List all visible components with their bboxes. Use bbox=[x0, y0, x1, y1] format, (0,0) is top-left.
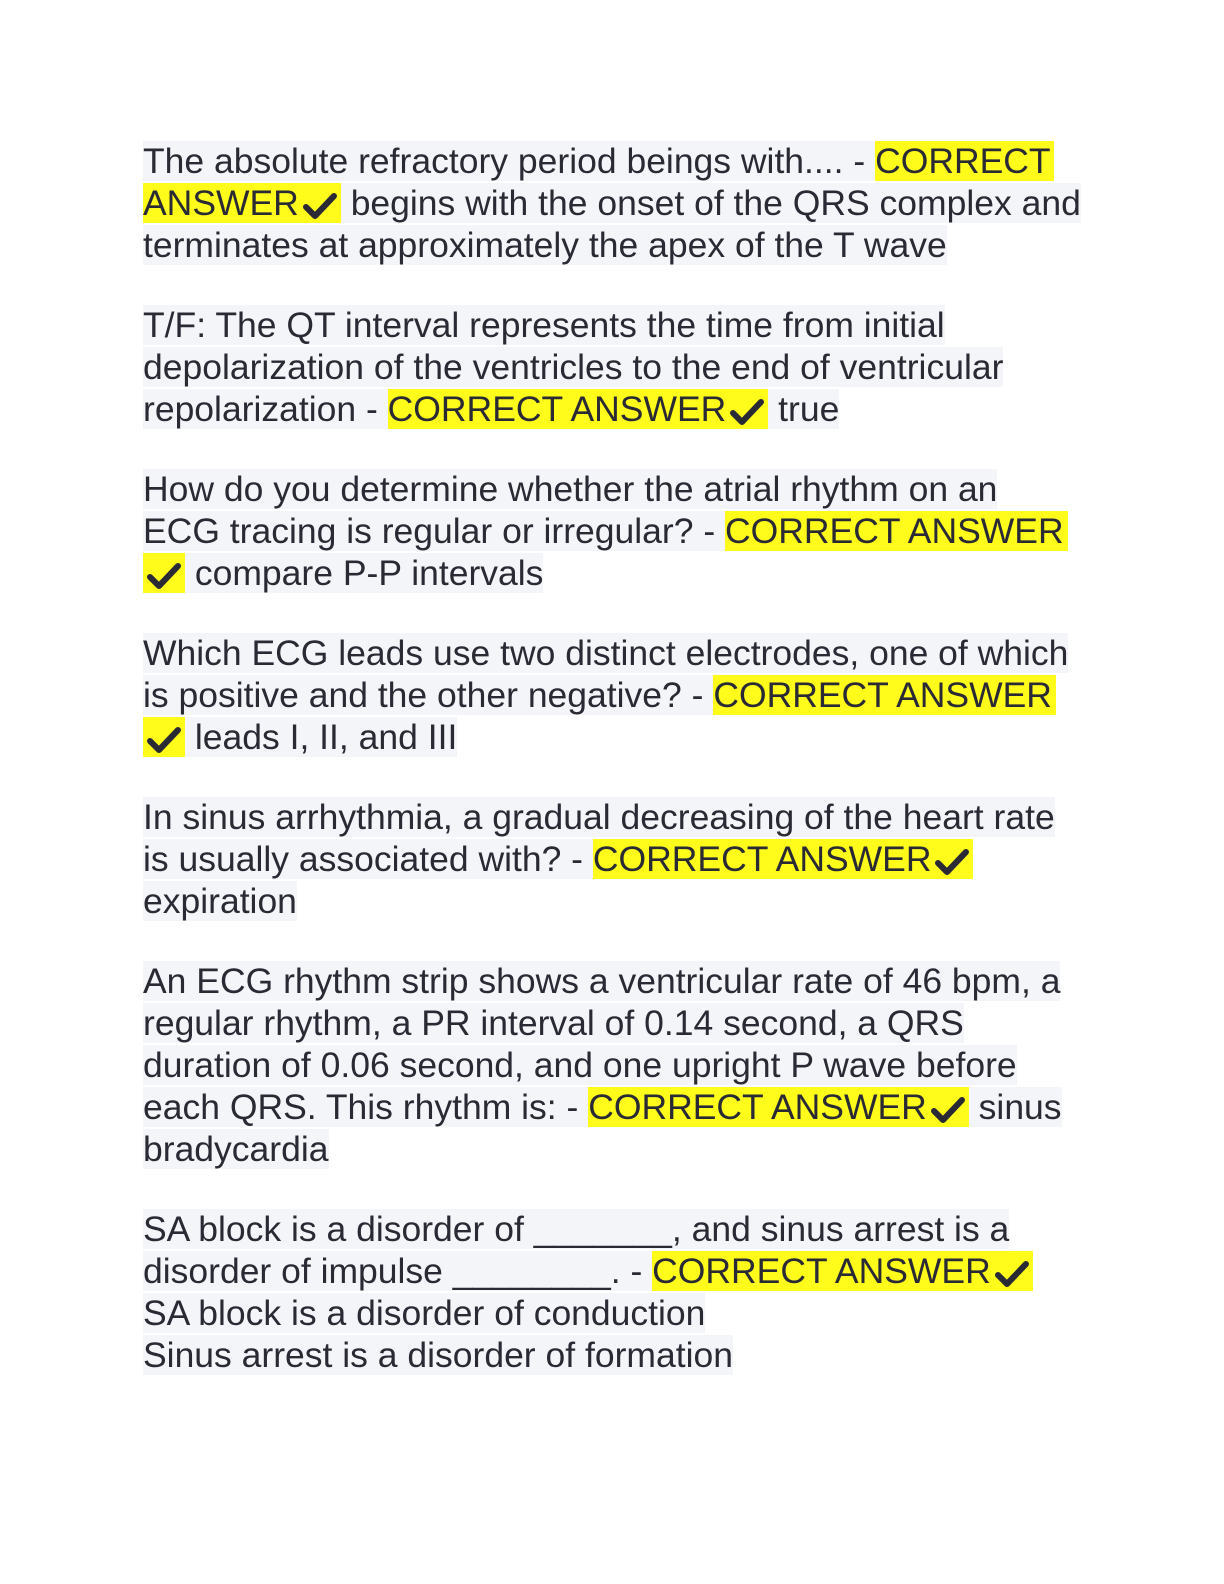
answer-text: expiration bbox=[143, 881, 297, 921]
answer-line-2: Sinus arrest is a disorder of formation bbox=[143, 1335, 733, 1375]
qa-item-4 bbox=[143, 632, 1083, 758]
question-text: T/F: The QT interval represents the time from initial depolarization of the ventricles to the end of ventricular repolarization - bbox=[143, 305, 1004, 429]
correct-answer-text: CORRECT ANSWER bbox=[713, 675, 1052, 715]
correct-answer-label bbox=[652, 1251, 1033, 1291]
qa-item-3 bbox=[143, 468, 1083, 594]
question-text: In sinus arrhythmia, a gradual decreasing of the heart rate is usually associated with? - bbox=[143, 797, 1055, 879]
question-text: An ECG rhythm strip shows a ventricular rate of 46 bpm, a regular rhythm, a PR interval of 0.14 second, a QRS duration of 0.06 second, and one upright P wave before each QRS. This rhythm is: - bbox=[143, 961, 1061, 1127]
answer-text: leads I, II, and III bbox=[185, 717, 458, 757]
correct-answer-label bbox=[593, 839, 974, 879]
checkmark-icon bbox=[935, 847, 969, 877]
document-page bbox=[143, 140, 1083, 1414]
qa-item-2 bbox=[143, 304, 1083, 430]
correct-answer-text: CORRECT ANSWER bbox=[725, 511, 1064, 551]
correct-answer-label bbox=[588, 1087, 969, 1127]
checkmark-icon bbox=[995, 1259, 1029, 1289]
answer-line-1: SA block is a disorder of conduction bbox=[143, 1293, 706, 1333]
answer-text: true bbox=[768, 389, 840, 429]
question-text: SA block is a disorder of _______, and sinus arrest is a disorder of impulse ________. - bbox=[143, 1209, 1010, 1291]
qa-item-7 bbox=[143, 1208, 1083, 1376]
checkmark-icon bbox=[730, 397, 764, 427]
answer-text: sinus bradycardia bbox=[143, 1087, 1062, 1169]
correct-answer-label bbox=[388, 389, 769, 429]
qa-item-6 bbox=[143, 960, 1083, 1170]
correct-answer-text: CORRECT ANSWER bbox=[387, 389, 727, 429]
checkmark-icon bbox=[303, 191, 337, 221]
checkmark-icon bbox=[147, 561, 181, 591]
correct-answer-text: CORRECT ANSWER bbox=[592, 839, 932, 879]
answer-text: compare P-P intervals bbox=[185, 553, 544, 593]
answer-text: begins with the onset of the QRS complex and terminates at approximately the apex of the T wave bbox=[143, 183, 1081, 265]
qa-item-5 bbox=[143, 796, 1083, 922]
checkmark-icon bbox=[931, 1095, 965, 1125]
correct-answer-text: CORRECT ANSWER bbox=[652, 1251, 991, 1291]
question-text: The absolute refractory period beings with.... - bbox=[143, 141, 876, 181]
question-text: How do you determine whether the atrial rhythm on an ECG tracing is regular or irregular? - bbox=[143, 469, 998, 551]
qa-item-1 bbox=[143, 140, 1083, 266]
correct-answer-text: CORRECT ANSWER bbox=[143, 141, 1050, 223]
question-text: Which ECG leads use two distinct electrodes, one of which is positive and the other negative? - bbox=[143, 633, 1069, 715]
correct-answer-text: CORRECT ANSWER bbox=[588, 1087, 927, 1127]
checkmark-icon bbox=[147, 725, 181, 755]
